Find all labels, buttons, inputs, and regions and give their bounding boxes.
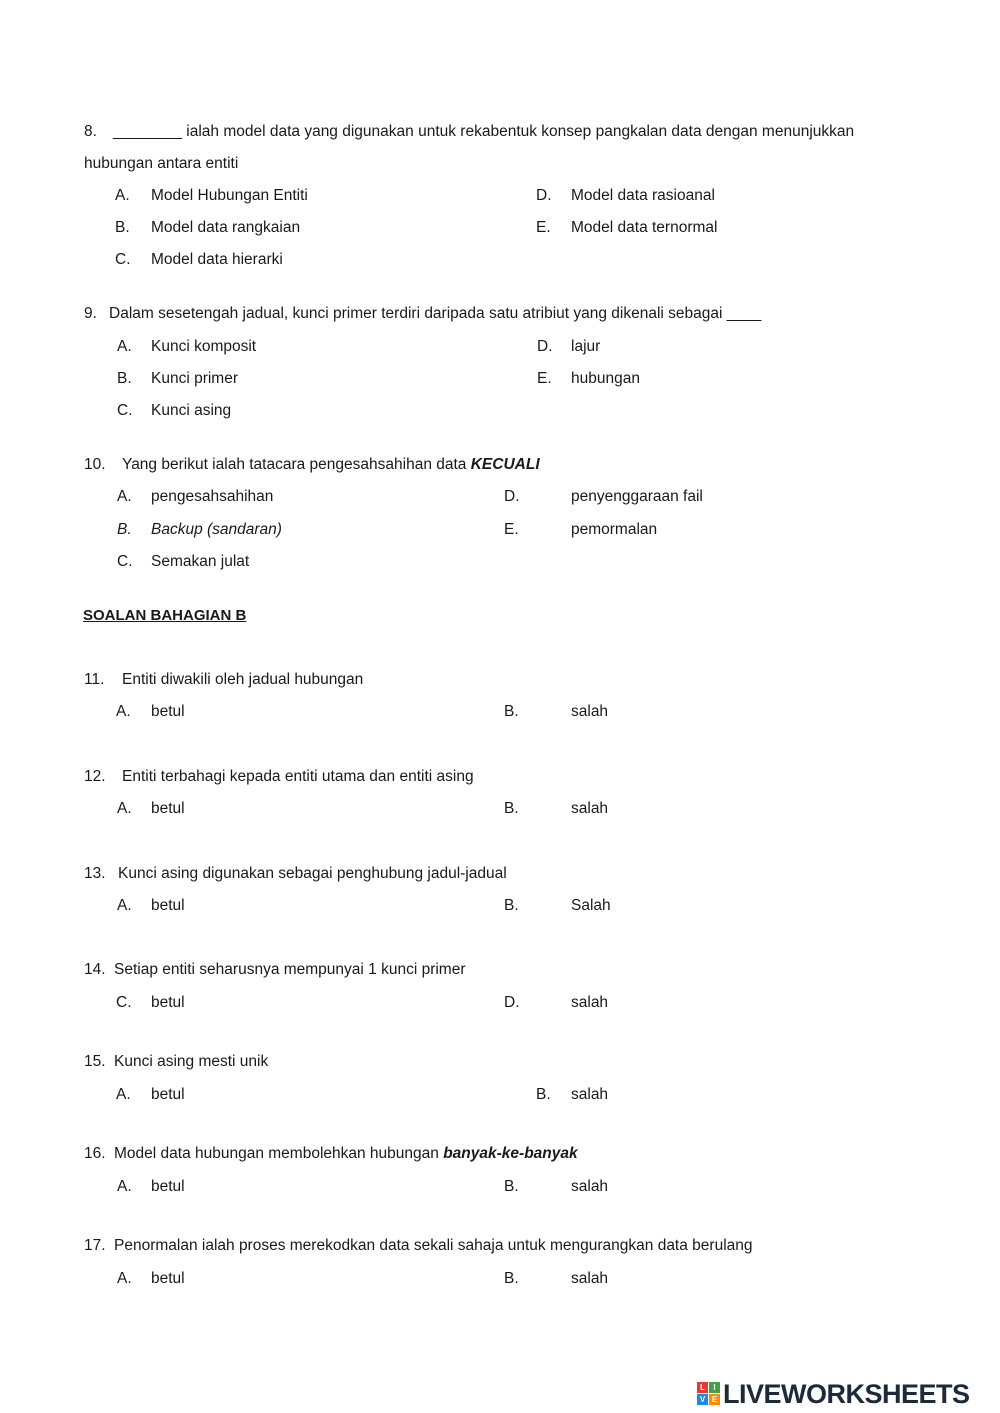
option-letter: C. — [117, 402, 133, 419]
liveworksheets-logo-icon — [697, 1382, 721, 1406]
option-text: Kunci primer — [151, 370, 238, 387]
question-number: 14. — [84, 961, 106, 978]
option-text: Backup (sandaran) — [151, 521, 282, 538]
option-letter: B. — [115, 219, 130, 236]
question-text: Entiti diwakili oleh jadual hubungan — [122, 671, 364, 688]
question-number: 12. — [84, 768, 106, 785]
option-letter: E. — [504, 521, 519, 538]
question-emphasis: banyak-ke-banyak — [443, 1145, 578, 1162]
option-text: salah — [571, 1270, 609, 1287]
option-letter: B. — [504, 897, 519, 914]
question-text: Kunci asing mesti unik — [114, 1053, 269, 1070]
option-text: penyenggaraan fail — [571, 488, 703, 505]
option-letter: B. — [504, 703, 519, 720]
option-text: betul — [151, 897, 185, 914]
option-letter: B. — [117, 370, 132, 387]
question-number: 8. — [84, 123, 97, 140]
option-letter: E. — [536, 219, 551, 236]
liveworksheets-logo[interactable] — [697, 1378, 997, 1410]
option-text: Model data rangkaian — [151, 219, 301, 236]
option-text: lajur — [571, 338, 601, 355]
option-letter: A. — [115, 187, 130, 204]
option-letter: B. — [536, 1086, 551, 1103]
option-text: Kunci asing — [151, 402, 232, 419]
question-number: 13. — [84, 865, 106, 882]
option-letter: A. — [116, 703, 131, 720]
option-text: betul — [151, 1178, 185, 1195]
option-text: salah — [571, 994, 609, 1011]
option-text: hubungan — [571, 370, 640, 387]
logo-mark-e: E — [709, 1394, 720, 1405]
logo-mark-l: L — [697, 1382, 708, 1393]
question-text-main: Yang berikut ialah tatacara pengesahsahihan data — [122, 456, 467, 473]
question-number: 11. — [84, 671, 105, 688]
option-letter: D. — [536, 187, 552, 204]
option-text: pemormalan — [571, 521, 658, 538]
option-text: betul — [151, 1086, 185, 1103]
option-text: Model Hubungan Entiti — [151, 187, 308, 204]
option-letter: B. — [504, 800, 519, 817]
option-text: betul — [151, 703, 185, 720]
option-letter: A. — [117, 488, 132, 505]
option-text: betul — [151, 800, 185, 817]
option-text: pengesahsahihan — [151, 488, 274, 505]
option-text: Model data ternormal — [571, 219, 718, 236]
option-text: salah — [571, 1086, 609, 1103]
option-letter: C. — [117, 553, 133, 570]
question-text-continued: hubungan antara entiti — [84, 155, 239, 172]
question-text — [122, 455, 540, 475]
option-letter: A. — [117, 1270, 132, 1287]
question-text: Penormalan ialah proses merekodkan data sekali sahaja untuk mengurangkan data berulang — [114, 1237, 753, 1254]
question-text: Kunci asing digunakan sebagai penghubung jadul-jadual — [118, 865, 507, 882]
option-letter: A. — [117, 338, 132, 355]
question-text: Setiap entiti seharusnya mempunyai 1 kunci primer — [114, 961, 466, 978]
question-text-main: Model data hubungan membolehkan hubungan — [114, 1145, 439, 1162]
option-letter: B. — [117, 521, 132, 538]
question-number: 16. — [84, 1145, 106, 1162]
option-letter: B. — [504, 1178, 519, 1195]
question-number: 10. — [84, 456, 106, 473]
option-text: betul — [151, 1270, 185, 1287]
question-number: 9. — [84, 305, 97, 322]
question-emphasis: KECUALI — [470, 456, 540, 473]
option-text: Salah — [571, 897, 611, 914]
option-letter: C. — [116, 994, 132, 1011]
option-letter: C. — [115, 251, 131, 268]
liveworksheets-logo-text: LIVEWORKSHEETS — [723, 1379, 970, 1409]
question-number: 15. — [84, 1053, 106, 1070]
option-letter: D. — [504, 488, 520, 505]
option-letter: D. — [504, 994, 520, 1011]
option-text: Model data hierarki — [151, 251, 283, 268]
question-text — [114, 1144, 578, 1164]
option-letter: E. — [537, 370, 552, 387]
option-text: betul — [151, 994, 185, 1011]
question-text: Dalam sesetengah jadual, kunci primer terdiri daripada satu atribiut yang dikenali sebagai ____ — [109, 305, 762, 322]
option-text: salah — [571, 703, 609, 720]
option-text: Semakan julat — [151, 553, 250, 570]
logo-mark-i: I — [709, 1382, 720, 1393]
option-text: Kunci komposit — [151, 338, 257, 355]
question-text: Entiti terbahagi kepada entiti utama dan entiti asing — [122, 768, 474, 785]
option-letter: B. — [504, 1270, 519, 1287]
option-letter: A. — [117, 1178, 132, 1195]
section-heading: SOALAN BAHAGIAN B — [83, 607, 247, 624]
option-letter: D. — [537, 338, 553, 355]
question-text: ________ ialah model data yang digunakan untuk rekabentuk konsep pangkalan data dengan menunjukkan — [113, 123, 855, 140]
option-letter: A. — [116, 1086, 131, 1103]
option-text: salah — [571, 800, 609, 817]
logo-mark-v: V — [697, 1394, 708, 1405]
option-text: salah — [571, 1178, 609, 1195]
question-number: 17. — [84, 1237, 106, 1254]
option-letter: A. — [117, 800, 132, 817]
option-text: Model data rasioanal — [571, 187, 715, 204]
option-letter: A. — [117, 897, 132, 914]
